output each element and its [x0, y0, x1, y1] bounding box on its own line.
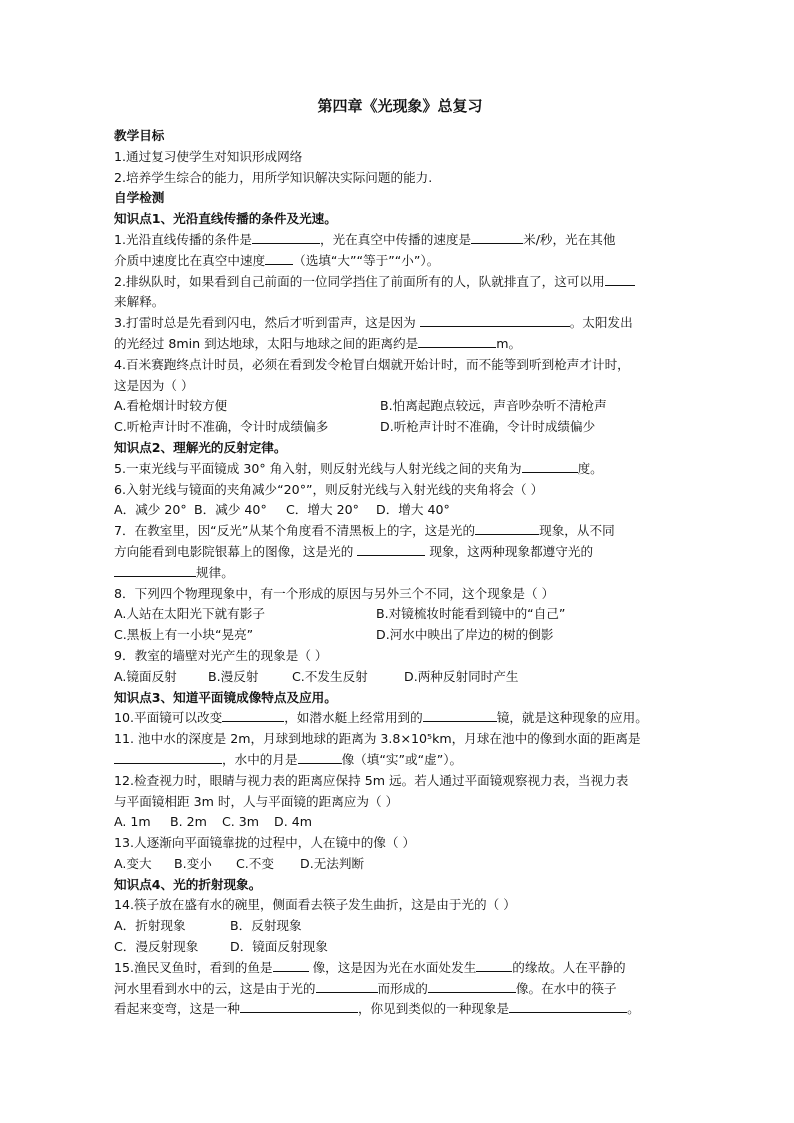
option[interactable]: A.变大 [114, 855, 152, 871]
option[interactable]: C.黑板上有一小块“晃亮” [114, 627, 254, 643]
question-4-options [114, 396, 686, 417]
answer-blank[interactable] [298, 750, 342, 764]
question-13-options [114, 854, 686, 875]
page-title: 第四章《光现象》总复习 [317, 97, 483, 115]
question-7: 7．在教室里，因“反光”从某个角度看不清黑板上的字，这是光的 现象，从不同 [114, 523, 615, 539]
answer-blank[interactable] [428, 979, 516, 993]
question-8-options [114, 625, 686, 646]
answer-blank[interactable] [240, 999, 358, 1013]
answer-blank[interactable] [222, 708, 284, 722]
question-3: 3.打雷时总是先看到闪电，然后才听到雷声，这是因为 。太阳发出 [114, 315, 633, 331]
answer-blank[interactable] [114, 750, 222, 764]
option[interactable]: D．镜面反射现象 [230, 939, 328, 955]
question-8-options [114, 604, 686, 625]
question-7-cont: 规律。 [114, 563, 686, 584]
option[interactable]: B．减少 40° [194, 502, 267, 518]
answer-blank[interactable] [420, 313, 570, 327]
question-1: 1.光沿直线传播的条件是 ，光在真空中传播的速度是 米/秒，光在其他 [114, 231, 616, 247]
question-5: 5.一束光线与平面镜成 30° 角入射，则反射光线与人射光线之间的夹角为 度。 [114, 460, 603, 476]
question-6-options [114, 500, 686, 521]
option[interactable]: B.变小 [174, 855, 212, 871]
knowledge-point-heading: 知识点3、知道平面镜成像特点及应用。 [114, 689, 337, 705]
option[interactable]: A.镜面反射 [114, 668, 177, 684]
answer-blank[interactable] [471, 230, 523, 244]
option[interactable]: D.无法判断 [300, 855, 365, 871]
option[interactable]: A. 1m [114, 814, 151, 830]
question-4: 4.百米赛跑终点计时员，必须在看到发令枪冒白烟就开始计时，而不能等到听到枪声才计时， [114, 356, 630, 372]
knowledge-point-heading: 知识点4、光的折射现象。 [114, 876, 262, 892]
answer-blank[interactable] [476, 958, 512, 972]
question-6: 6.入射光线与镜面的夹角减少“20°”，则反射光线与入射光线的夹角将会（ ） [114, 481, 544, 497]
answer-blank[interactable] [418, 334, 496, 348]
question-15: 15.渔民叉鱼时，看到的鱼是 像，这是因为光在水面处发生 的缘故。人在平静的 [114, 959, 626, 975]
question-15-cont: 看起来变弯，这是一种 ，你见到类似的一种现象是 。 [114, 1001, 640, 1017]
question-13: 13.人逐渐向平面镜靠拢的过程中，人在镜中的像（ ） [114, 835, 416, 851]
option[interactable]: B.对镜梳妆时能看到镜中的“自己” [376, 606, 566, 622]
question-2-cont: 来解释。 [114, 294, 165, 310]
option[interactable]: D. 4m [274, 814, 312, 830]
answer-blank[interactable] [252, 230, 320, 244]
answer-blank[interactable] [316, 979, 378, 993]
option[interactable]: A．折射现象 [114, 918, 186, 934]
knowledge-point-heading: 知识点1、光沿直线传播的条件及光速。 [114, 211, 337, 227]
question-11-cont: ，水中的月是 像（填“实”或“虚”）。 [114, 750, 686, 771]
answer-blank[interactable] [423, 708, 497, 722]
option[interactable]: C．漫反射现象 [114, 939, 199, 955]
goal-item: 2.培养学生综合的能力，用所学知识解决实际问题的能力. [114, 169, 433, 185]
answer-blank[interactable] [357, 542, 425, 556]
option[interactable]: B.漫反射 [208, 668, 259, 684]
option[interactable]: D.听枪声计时不准确，令计时成绩偏少 [380, 419, 596, 435]
question-14: 14.筷子放在盛有水的碗里，侧面看去筷子发生曲折，这是由于光的（ ） [114, 897, 516, 913]
answer-blank[interactable] [605, 272, 635, 286]
section-heading: 教学目标 [114, 128, 165, 143]
answer-blank[interactable] [273, 958, 309, 972]
question-9: 9．教室的墙壁对光产生的现象是（ ） [114, 647, 328, 663]
question-12: 12.检查视力时，眼睛与视力表的距离应保持 5m 远。若人通过平面镜观察视力表，当视力表 [114, 772, 629, 788]
question-9-options [114, 667, 686, 688]
section-heading: 自学检测 [114, 190, 165, 206]
option[interactable]: B. 2m [170, 814, 207, 830]
option[interactable]: A.看枪烟计时较方便 [114, 398, 228, 414]
option[interactable]: C.听枪声计时不准确，令计时成绩偏多 [114, 419, 329, 435]
option[interactable]: D．增大 40° [376, 502, 450, 518]
answer-blank[interactable] [475, 521, 539, 535]
question-14-options [114, 916, 686, 937]
goal-item: 1.通过复习使学生对知识形成网络 [114, 148, 303, 164]
question-10: 10.平面镜可以改变 ，如潜水艇上经常用到的 镜，就是这种现象的应用。 [114, 710, 648, 726]
option[interactable]: D.两种反射同时产生 [404, 668, 519, 684]
question-15-cont: 河水里看到水中的云，这是由于光的 而形成的 像。在水中的筷子 [114, 980, 617, 996]
answer-blank[interactable] [522, 459, 578, 473]
question-11: 11. 池中水的深度是 2m，月球到地球的距离为 3.8×10⁵km，月球在池中的像到水面的距离是 [114, 731, 641, 747]
question-12-options [114, 812, 686, 833]
question-4-cont: 这是因为（ ） [114, 377, 194, 393]
option[interactable]: A．减少 20° [114, 502, 187, 518]
option[interactable]: C. 3m [222, 814, 260, 830]
question-14-options [114, 937, 686, 958]
question-1-cont: 介质中速度比在真空中速度 （选填“大”“等于”“小”）。 [114, 252, 440, 268]
answer-blank[interactable] [114, 563, 196, 577]
answer-blank[interactable] [265, 251, 293, 265]
knowledge-point-heading: 知识点2、理解光的反射定律。 [114, 439, 287, 455]
question-2: 2.排纵队时，如果看到自己前面的一位同学挡住了前面所有的人，队就排直了，这可以用 [114, 272, 686, 293]
option[interactable]: C.不发生反射 [292, 668, 368, 684]
option[interactable]: D.河水中映出了岸边的树的倒影 [376, 627, 554, 643]
question-3-cont: 的光经过 8min 到达地球，太阳与地球之间的距离约是 m。 [114, 335, 522, 351]
answer-blank[interactable] [509, 999, 627, 1013]
option[interactable]: B.怕离起跑点较远，声音吵杂听不清枪声 [380, 398, 607, 414]
worksheet-page [114, 96, 686, 1020]
question-8: 8．下列四个物理现象中，有一个形成的原因与另外三个不同，这个现象是（ ） [114, 585, 555, 601]
option[interactable]: B．反射现象 [230, 918, 302, 934]
option[interactable]: A.人站在太阳光下就有影子 [114, 606, 265, 622]
question-7-cont: 方向能看到电影院银幕上的图像，这是光的 现象，这两种现象都遵守光的 [114, 543, 594, 559]
question-12-cont: 与平面镜相距 3m 时，人与平面镜的距离应为（ ） [114, 793, 399, 809]
question-4-options [114, 417, 686, 438]
option[interactable]: C．增大 20° [286, 502, 359, 518]
option[interactable]: C.不变 [236, 855, 274, 871]
